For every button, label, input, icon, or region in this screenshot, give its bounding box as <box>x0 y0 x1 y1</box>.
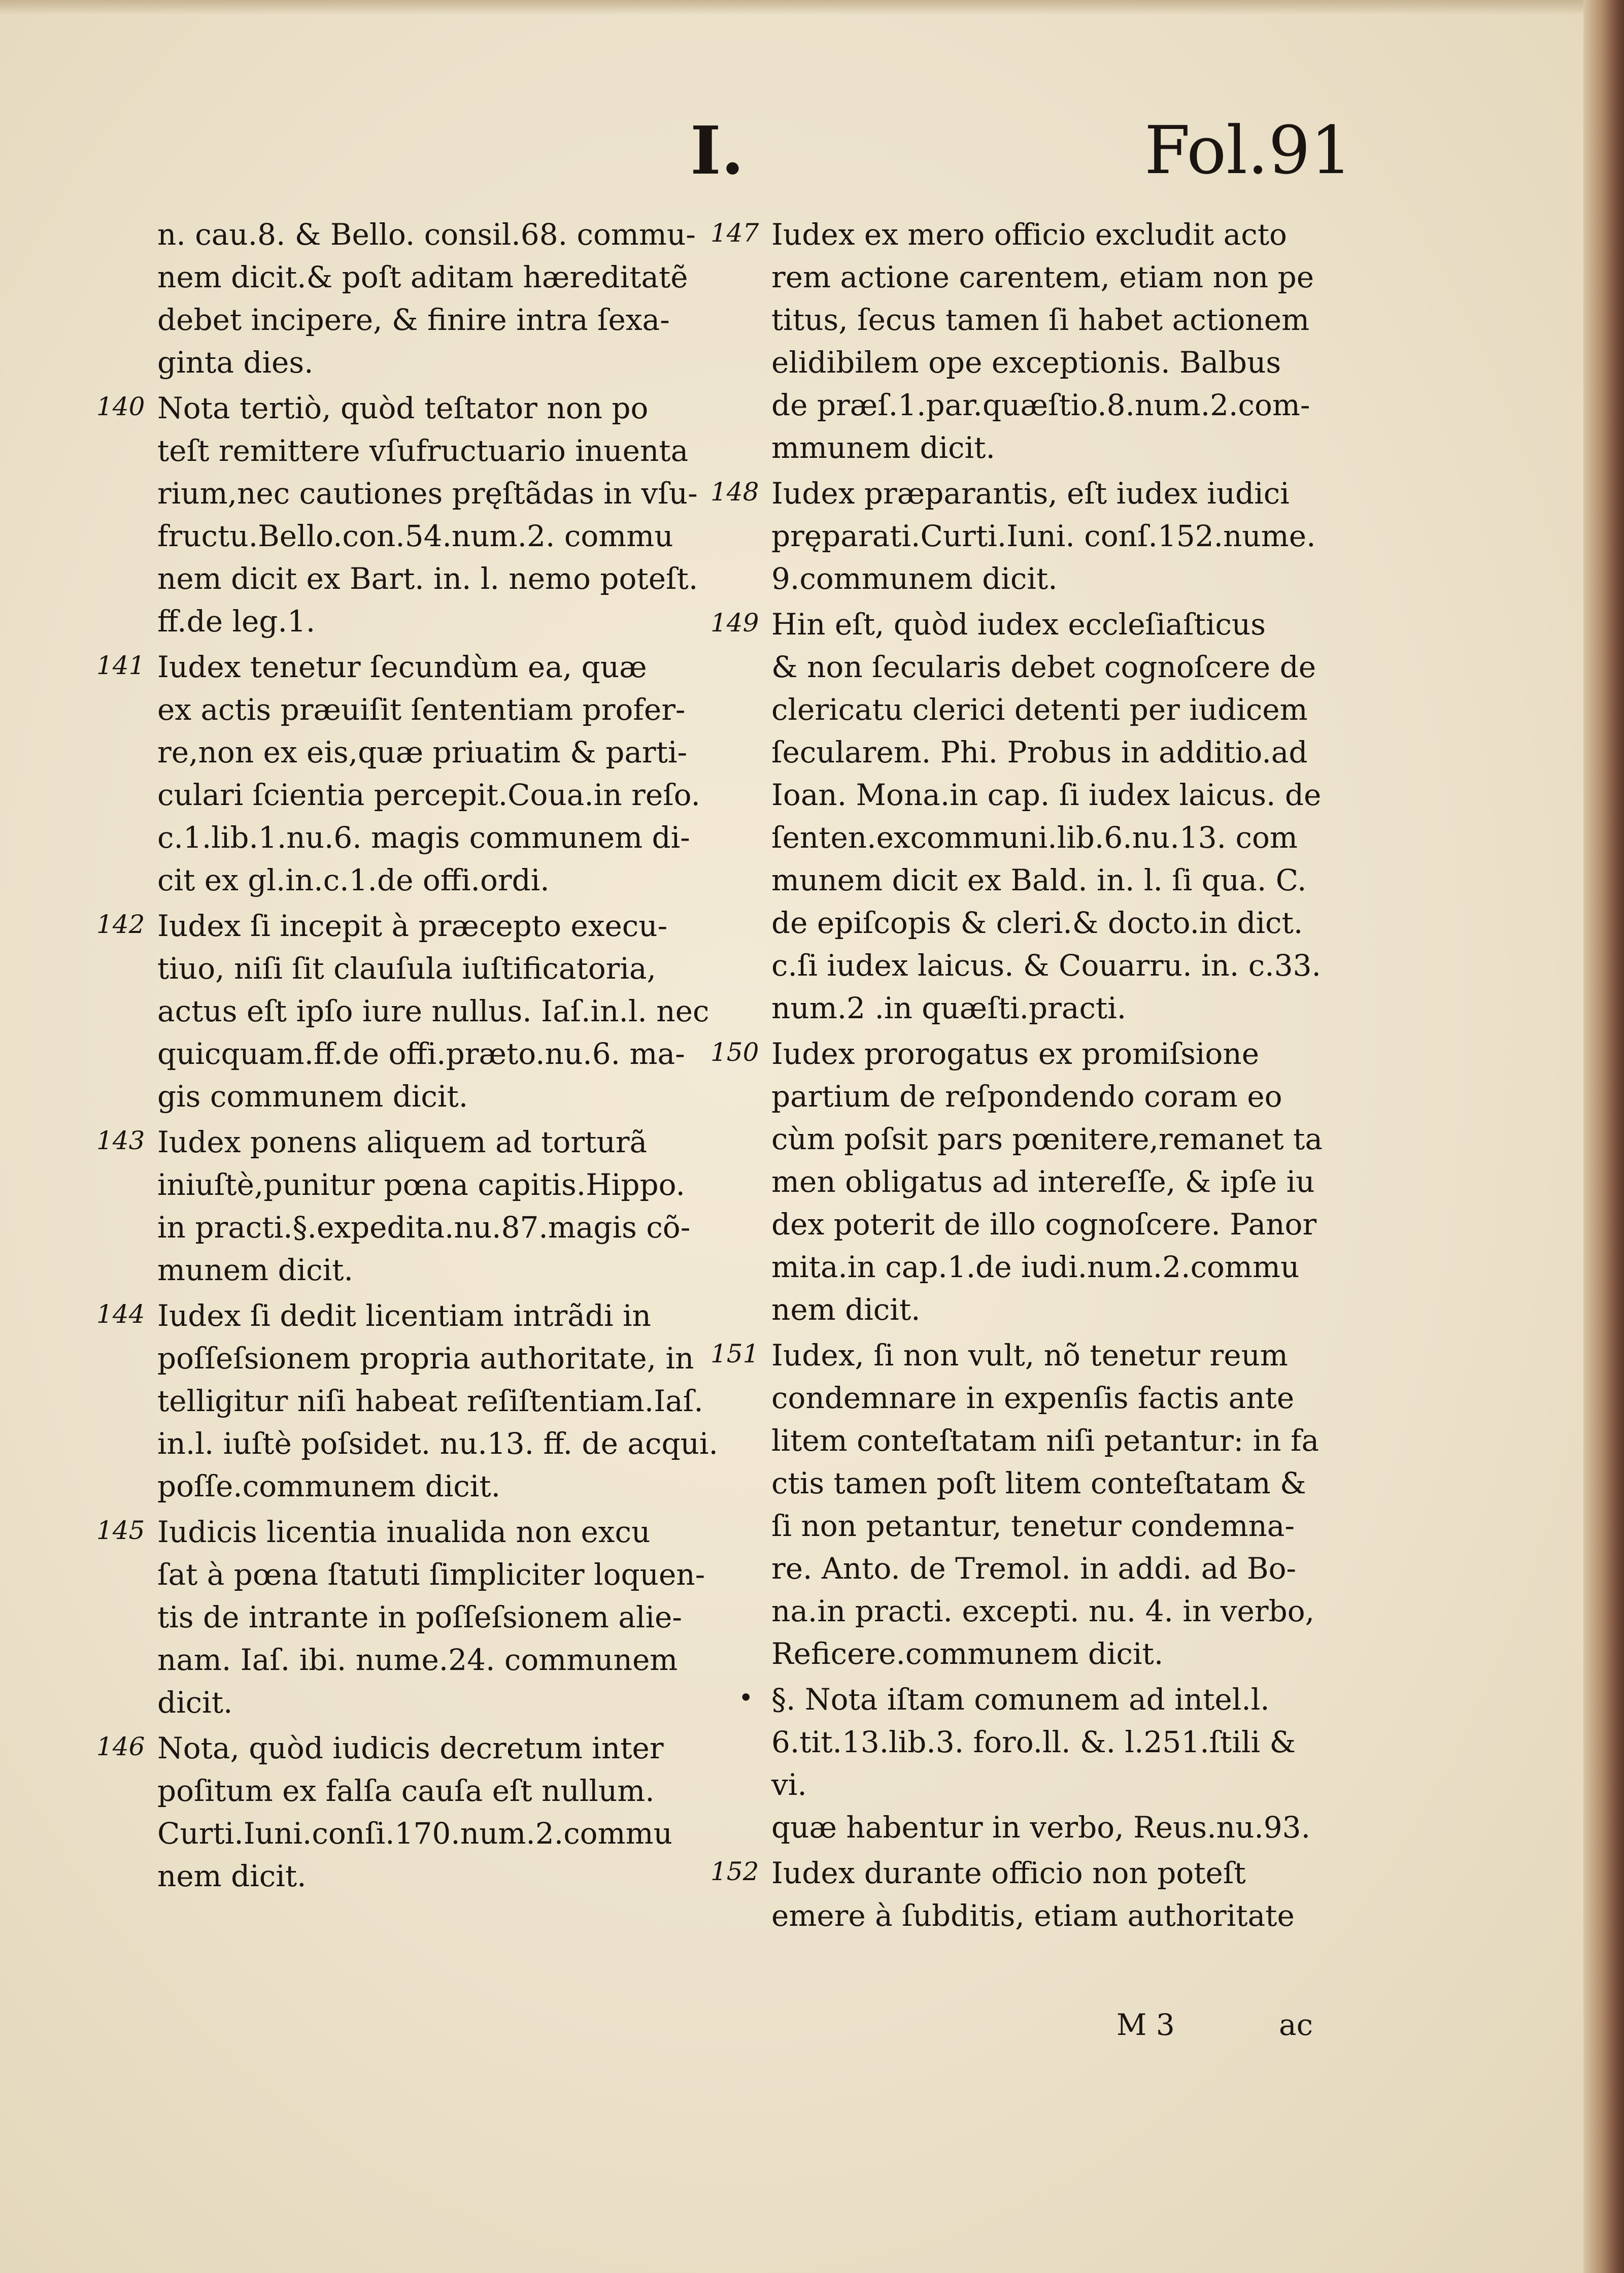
entry-number: 140 <box>96 392 145 421</box>
running-head-signature: I. <box>690 112 745 189</box>
text-entry <box>96 1121 721 1291</box>
entry-text: Iudex prorogatus ex promiſsione partium de reſpondendo coram eo cùm poſsit pars pœnitere,remanet ta men obligatus ad intereſſe, & ipſe iu dex poterit de illo cognoſcere. Panor mita.in cap.1.de iudi.num.2.commu nem dicit. <box>771 1037 1323 1327</box>
entry-number: 147 <box>710 218 759 248</box>
entry-number: 141 <box>96 651 145 680</box>
entry-text: Iudex, ſi non vult, nõ tenetur reum condemnare in expenſis factis ante litem conteſtatam niſi petantur: in fa ctis tamen poſt litem conteſtatam & ſi non petantur, tenetur condemna- re. Anto. de Tremol. in addi. ad Bo- na.in practi. excepti. nu. 4. in verbo, Reficere.communem dicit. <box>771 1338 1319 1671</box>
entry-text: Iudicis licentia inualida non excu ſat à pœna ſtatuti ſimpliciter loquen- tis de intrante in poſſeſsionem alie- nam. Iaſ. ibi. nume.24. communem dicit. <box>157 1515 705 1720</box>
entry-number: 151 <box>710 1339 759 1368</box>
entry-text: n. cau.8. & Bello. consil.68. commu- nem dicit.& poſt aditam hæreditatẽ debet incipere, & finire intra ſexa- ginta dies. <box>157 217 696 380</box>
entry-text: Iudex præparantis, eſt iudex iudici pręparati.Curti.Iuni. conſ.152.nume. 9.communem dicit. <box>771 476 1316 596</box>
entry-text: Nota, quòd iudicis decretum inter poſitum ex falſa cauſa eſt nullum. Curti.Iuni.conſi.170.num.2.commu nem dicit. <box>157 1731 672 1893</box>
entry-number: 142 <box>96 910 145 939</box>
text-entry <box>96 387 721 643</box>
text-entry <box>96 905 721 1118</box>
entry-text: §. Nota iſtam comunem ad intel.l. 6.tit.13.lib.3. foro.ll. &. l.251.ſtili & vi. quæ habentur in verbo, Reus.nu.93. <box>771 1682 1311 1845</box>
text-entry <box>96 1511 721 1724</box>
entry-text: Nota tertiò, quòd teſtator non po teſt remittere vſufructuario inuenta rium,nec cautiones pręſtãdas in vſu- fructu.Bello.con.54.num.2. commu nem dicit ex Bart. in. l. nemo poteſt. ff.de leg.1. <box>157 391 698 639</box>
running-head <box>0 112 1583 193</box>
signature-mark: M 3 <box>1116 2008 1175 2042</box>
text-entry <box>96 1294 721 1508</box>
entry-number: 143 <box>96 1126 145 1155</box>
text-entry <box>96 1727 721 1897</box>
entry-text: Iudex tenetur ſecundùm ea, quæ ex actis præuiſit ſententiam profer- re,non ex eis,quæ priuatim & parti- culari ſcientia percepit.Coua.in reſo. c.1.lib.1.nu.6. magis communem di- cit ex gl.in.c.1.de offi.ordi. <box>157 650 700 897</box>
page-fore-edge <box>1583 0 1624 2273</box>
text-entry <box>710 1032 1335 1331</box>
entry-text: Hin eſt, quòd iudex eccleſiaſticus & non ſecularis debet cognoſcere de clericatu clerici detenti per iudicem ſecularem. Phi. Probus in additio.ad Ioan. Mona.in cap. ſi iudex laicus. de ſenten.excommuni.lib.6.nu.13. com munem dicit ex Bald. in. l. ſi qua. C. de epiſcopis & cleri.& docto.in dict. c.ſi iudex laicus. & Couarru. in. c.33. num.2 .in quæſti.practi. <box>771 607 1322 1025</box>
text-entry <box>710 472 1335 600</box>
entry-number: 145 <box>96 1516 145 1545</box>
text-entry <box>96 646 721 901</box>
paragraph-marker: • <box>738 1683 754 1713</box>
entry-number: 144 <box>96 1299 145 1329</box>
entry-text: Iudex ſi incepit à præcepto execu- tiuo, niſi ſit clauſula iuſtificatoria, actus eſt ipſo iure nullus. Iaſ.in.l. nec quicquam.ff.de offi.præto.nu.6. ma- gis communem dicit. <box>157 909 709 1114</box>
folio-number: Fol.91 <box>1144 112 1352 189</box>
page-top-shadow <box>0 0 1624 15</box>
entry-number: 152 <box>710 1857 759 1886</box>
text-entry <box>710 1334 1335 1675</box>
entry-text: Iudex ex mero officio excludit acto rem actione carentem, etiam non pe titus, ſecus tamen ſi habet actionem elidibilem ope exceptionis. Balbus de præſ.1.par.quæſtio.8.num.2.com- mmunem dicit. <box>771 217 1314 465</box>
entry-number: 146 <box>96 1732 145 1761</box>
text-entry <box>710 213 1335 469</box>
entry-number: 150 <box>710 1038 759 1067</box>
entry-text: Iudex ponens aliquem ad torturã iniuſtè,punitur pœna capitis.Hippo. in practi.§.expedita.nu.87.magis cõ- munem dicit. <box>157 1125 691 1287</box>
right-text-column <box>710 213 1335 1940</box>
catchword: ac <box>1279 2008 1313 2042</box>
text-entry <box>710 1678 1335 1849</box>
text-entry <box>710 1852 1335 1937</box>
entry-text: Iudex durante officio non poteſt emere à ſubditis, etiam authoritate <box>771 1856 1295 1933</box>
left-text-column <box>96 213 721 1900</box>
text-entry <box>96 213 721 384</box>
entry-number: 149 <box>710 608 759 638</box>
text-entry <box>710 603 1335 1029</box>
entry-number: 148 <box>710 477 759 507</box>
entry-text: Iudex ſi dedit licentiam intrãdi in poſſeſsionem propria authoritate, in telligitur niſi habeat reſiſtentiam.Iaſ. in.l. iuſtè poſsidet. nu.13. ff. de acqui. poſſe.communem dicit. <box>157 1298 718 1503</box>
